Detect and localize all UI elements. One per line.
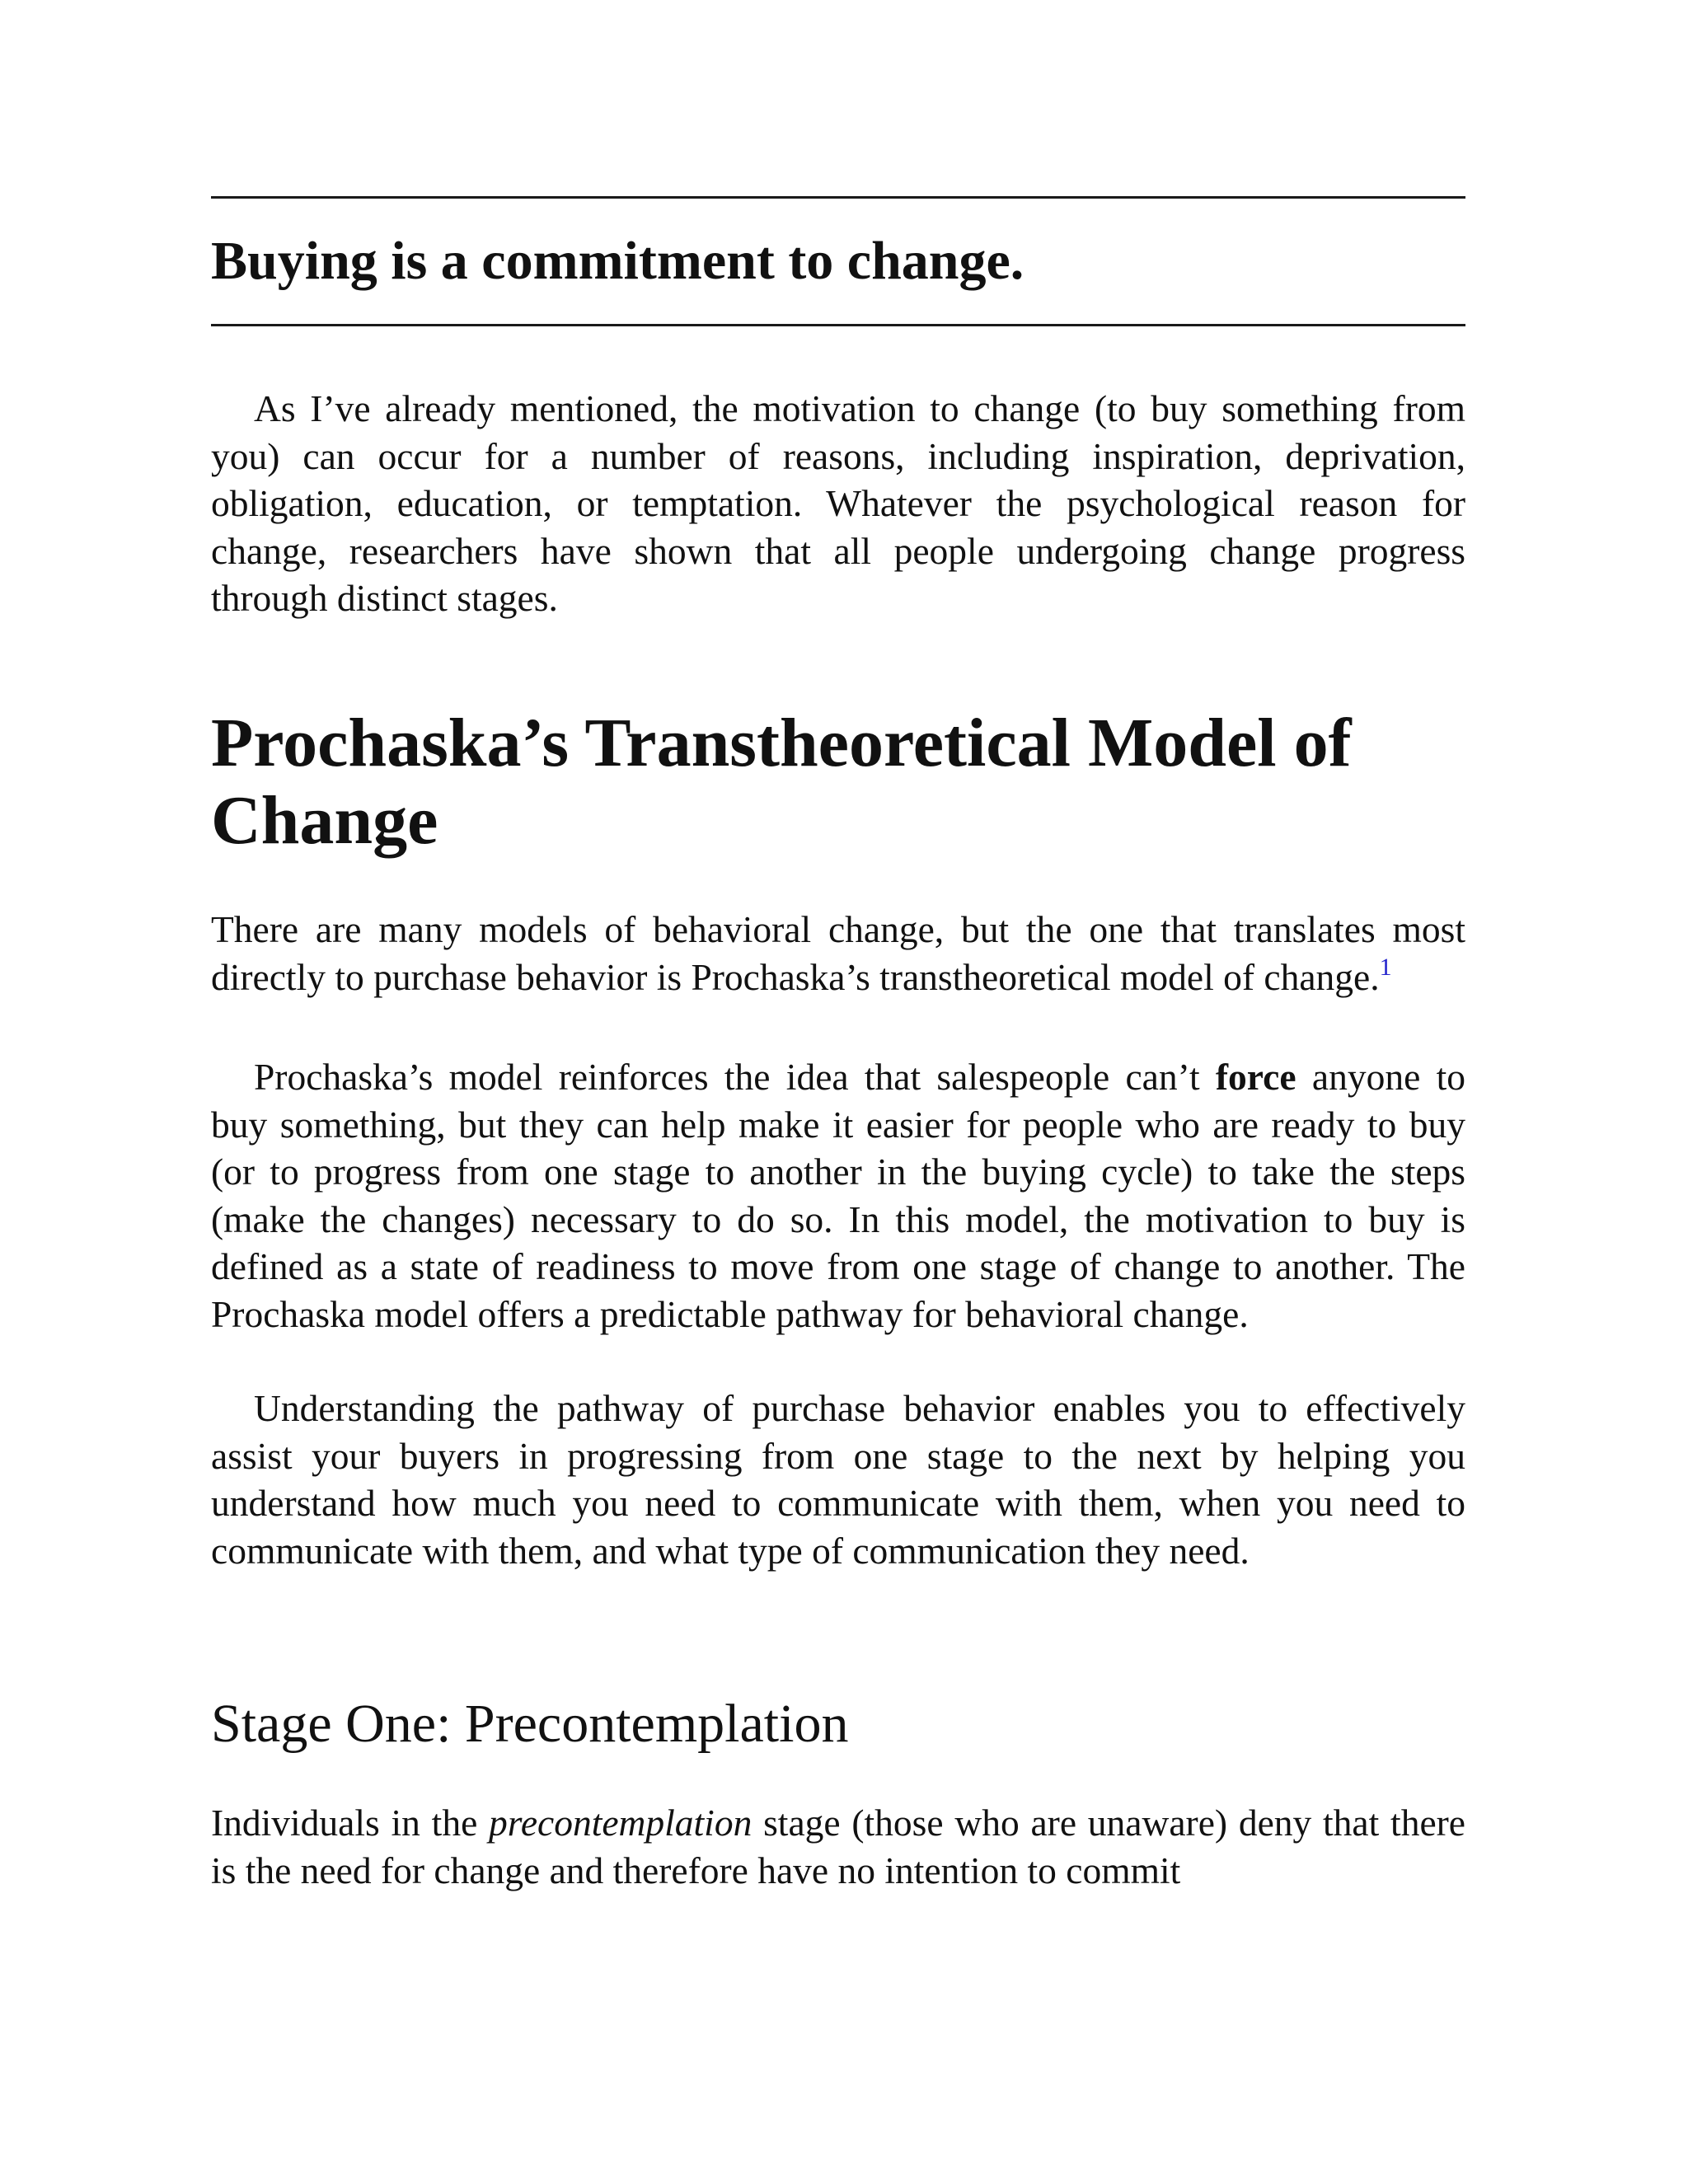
body-paragraph-pathway: Understanding the pathway of purchase behavior enables you to effectively assist your buyers in progressing from one stage to the next by helping you understand how much you need to communicate with them, when you need to communicate with them, and what type of communication they need. bbox=[211, 1387, 1465, 1572]
pull-quote-bottom-rule bbox=[211, 324, 1465, 326]
body-paragraph-models bbox=[211, 906, 1465, 1001]
body-paragraph-prochaska-model bbox=[211, 1053, 1465, 1338]
paragraph-text-end: anyone to buy something, but they can help make it easier for people who are ready to buy (or to progress from one stage to another in the buying cycle) to take the steps (make the changes) necessary to do so. In this model, the motivation to buy is defined as a state of readiness to move from one stage of change to another. The Prochaska model offers a predictable pathway for behavioral change. bbox=[211, 1056, 1465, 1335]
term-precontemplation: precontemplation bbox=[489, 1802, 753, 1844]
paragraph-text-end: stage (those who are unaware) deny that there is the need for change and therefore have no intention to commit bbox=[211, 1802, 1465, 1891]
emphasis-force: force bbox=[1215, 1056, 1296, 1098]
body-paragraph-motivation: As I’ve already mentioned, the motivation to change (to buy something from you) can occur for a number of reasons, including inspiration, deprivation, obligation, education, or temptation. Whatever the psychological reason for change, researchers have shown that all people undergoing change progress through distinct stages. bbox=[211, 387, 1465, 619]
section-heading: Prochaska’s Transtheoretical Model of Change bbox=[211, 705, 1352, 859]
pull-quote: Buying is a commitment to change. bbox=[211, 231, 1025, 291]
paragraph-text-start: Individuals in the bbox=[211, 1802, 490, 1844]
pull-quote-top-rule bbox=[211, 196, 1465, 199]
body-paragraph-models-text: There are many models of behavioral change, but the one that translates most directly to purchase behavior is Prochaska’s transtheoretical model of change. bbox=[211, 908, 1465, 998]
footnote-link[interactable]: 1 bbox=[1379, 953, 1392, 981]
subsection-heading: Stage One: Precontemplation bbox=[211, 1694, 849, 1754]
paragraph-text-start: Prochaska’s model reinforces the idea that salespeople can’t bbox=[254, 1056, 1216, 1098]
body-paragraph-precontemplation bbox=[211, 1799, 1465, 1894]
